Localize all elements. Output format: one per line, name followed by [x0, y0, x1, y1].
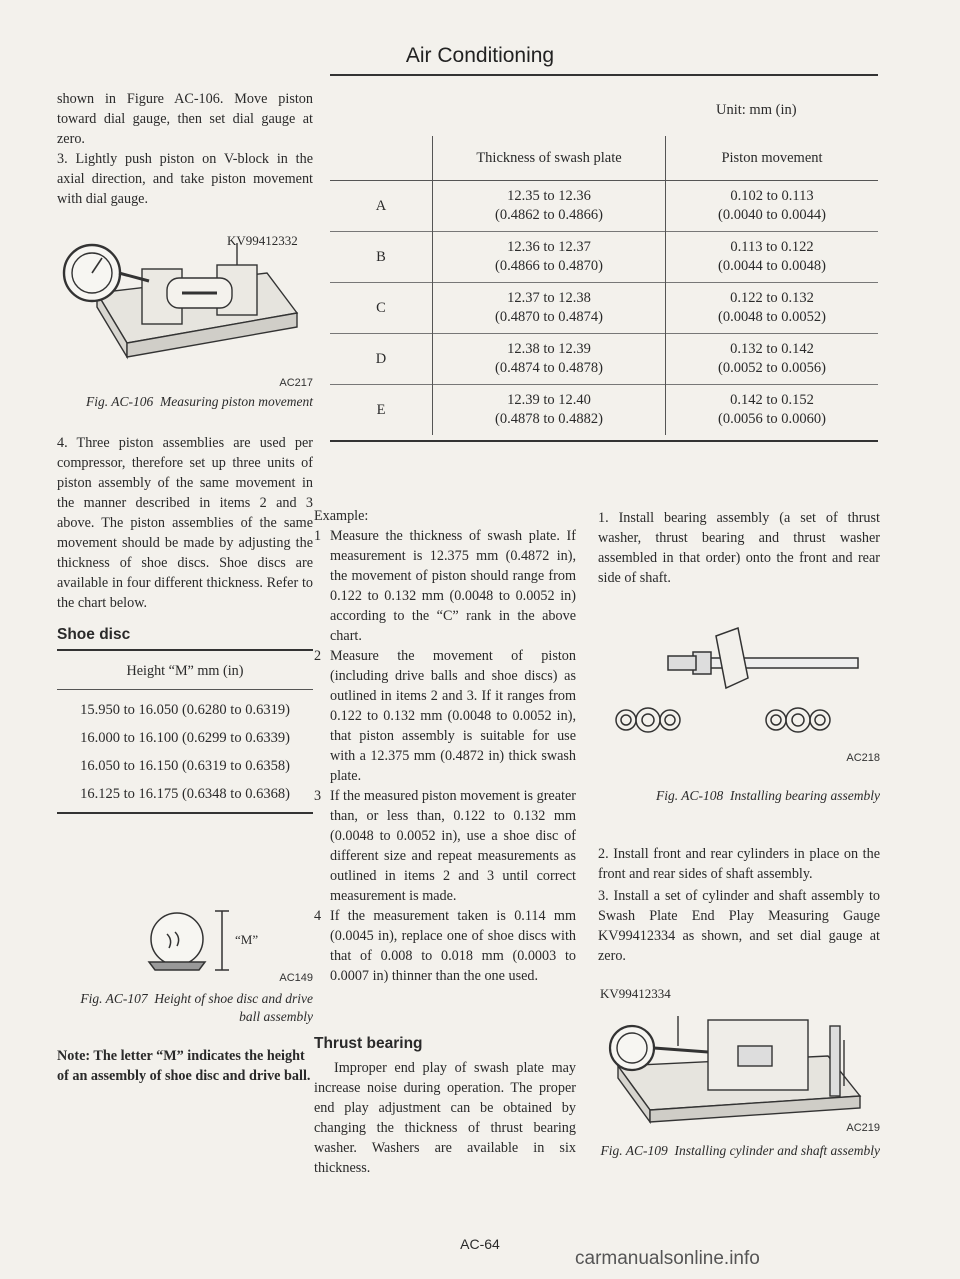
paragraph-step-4: 4. Three piston assemblies are used per compressor, therefore set up three units of piston assembly of the same movement in the manner described in items 2 and 3 above. The piston assemblies of the same movement should be made by adjusting the thickness of shoe discs. Shoe discs are available in four different thickness. Refer to the chart below. — [57, 435, 313, 611]
movement-cell — [666, 334, 879, 385]
column-left — [57, 89, 313, 1086]
movement-in: (0.0040 to 0.0044) — [718, 207, 826, 223]
example-label: Example: — [314, 508, 369, 524]
list-item — [314, 526, 576, 646]
thickness-cell — [433, 334, 666, 385]
movement-cell — [666, 181, 879, 232]
shoe-disc-row: 16.050 to 16.150 (0.6319 to 0.6358) — [80, 758, 290, 774]
list-item-text: If the measured piston movement is greater than, or less than, 0.122 to 0.132 mm (0.0048 to 0.0052 in), use a shoe disc of different size and repeat measurements as outlined in items 2 and 3 until correct measurement is made. — [330, 788, 576, 904]
list-item-text: Measure the movement of piston (including drive balls and shoe discs) as outlined in items 2 and 3. If it ranges from 0.122 to 0.132 mm (0.0048 to 0.0052 in), that piston assembly is suitable for use with a 12.375 mm (0.4872 in) thick swash plate. — [330, 648, 576, 784]
shoe-disc-bottom-rule — [57, 812, 313, 814]
column-right — [598, 448, 880, 1160]
fig108-number: Fig. AC-108 — [656, 788, 724, 803]
fig107-title: Height of shoe disc and drive ball assembly — [154, 991, 313, 1024]
paragraph-install-gauge: 3. Install a set of cylinder and shaft assembly to Swash Plate End Play Measuring Gauge KV99412334 as shown, and set dial gauge at zero. — [598, 888, 880, 964]
thickness-mm: 12.38 to 12.39 — [507, 341, 591, 357]
fig109-tool-number: KV99412334 — [600, 986, 671, 1001]
list-item-text: Measure the thickness of swash plate. If measurement is 12.375 mm (0.4872 in), the movement of piston should range from 0.122 to 0.132 mm (0.0048 to 0.0052 in) according to the “C” rank in the above chart. — [330, 528, 576, 644]
thickness-mm: 12.39 to 12.40 — [507, 392, 591, 408]
list-item-number: 3 — [314, 788, 322, 804]
table-row — [330, 283, 878, 334]
rank-cell: E — [330, 385, 433, 436]
thickness-cell — [433, 232, 666, 283]
fig107-m-label: “M” — [235, 932, 259, 947]
swash-table-header-row — [330, 136, 878, 181]
thrust-bearing-heading: Thrust bearing — [314, 1035, 423, 1052]
movement-in: (0.0056 to 0.0060) — [718, 411, 826, 427]
movement-header: Piston movement — [666, 136, 879, 181]
page-number: AC-64 — [460, 1236, 500, 1252]
list-item — [314, 646, 576, 786]
table-row — [330, 385, 878, 436]
rank-cell: C — [330, 283, 433, 334]
figure-ac109 — [598, 986, 880, 1136]
cylinder-shaft-gauge-illustration — [598, 986, 880, 1136]
paragraph-intro: shown in Figure AC-106. Move piston toward dial gauge, then set dial gauge at zero. — [57, 91, 313, 147]
fig108-title: Installing bearing assembly — [730, 788, 880, 803]
rank-header — [330, 136, 433, 181]
list-item-text: If the measurement taken is 0.114 mm (0.0045 in), replace one of shoe discs with that of 0.008 to 0.018 mm (0.0003 to 0.0007 in) thinner than the one used. — [330, 908, 576, 984]
fig106-code: AC217 — [279, 377, 313, 389]
fig106-caption — [57, 393, 313, 411]
list-item-number: 4 — [314, 908, 322, 924]
fig107-caption — [57, 990, 313, 1026]
shoe-disc-row: 16.000 to 16.100 (0.6299 to 0.6339) — [80, 730, 290, 746]
fig109-code: AC219 — [846, 1122, 880, 1134]
swash-plate-table — [330, 136, 878, 435]
movement-mm: 0.102 to 0.113 — [730, 188, 814, 204]
rank-cell: D — [330, 334, 433, 385]
shoe-disc-column-header: Height “M” mm (in) — [126, 663, 244, 679]
unit-label: Unit: mm (in) — [716, 102, 797, 118]
thickness-mm: 12.35 to 12.36 — [507, 188, 591, 204]
fig107-code: AC149 — [279, 972, 313, 984]
fig109-title: Installing cylinder and shaft assembly — [674, 1143, 880, 1158]
fig106-tool-number: KV99412332 — [227, 233, 298, 248]
paragraph-install-bearing: 1. Install bearing assembly (a set of thrust washer, thrust bearing and thrust washer assembled in that order) onto the front and rear side of shaft. — [598, 510, 880, 586]
list-item — [314, 906, 576, 986]
movement-cell — [666, 283, 879, 334]
thickness-in: (0.4878 to 0.4882) — [495, 411, 603, 427]
shoe-disc-heading: Shoe disc — [57, 626, 131, 643]
paragraph-install-cylinders: 2. Install front and rear cylinders in place on the front and rear sides of shaft assembly. — [598, 846, 880, 882]
watermark-text: carmanualsonline.info — [575, 1248, 760, 1269]
fig109-number: Fig. AC-109 — [600, 1143, 668, 1158]
figure-ac107 — [57, 834, 313, 984]
shoe-disc-row: 15.950 to 16.050 (0.6280 to 0.6319) — [80, 702, 290, 718]
fig108-code: AC218 — [846, 752, 880, 764]
thickness-cell — [433, 283, 666, 334]
movement-mm: 0.142 to 0.152 — [730, 392, 814, 408]
shoe-disc-rows — [57, 690, 313, 804]
movement-in: (0.0044 to 0.0048) — [718, 258, 826, 274]
rank-cell: B — [330, 232, 433, 283]
thickness-mm: 12.36 to 12.37 — [507, 239, 591, 255]
thickness-in: (0.4870 to 0.4874) — [495, 309, 603, 325]
movement-mm: 0.122 to 0.132 — [730, 290, 814, 306]
figure-ac108 — [598, 618, 880, 748]
fig108-caption — [598, 784, 880, 808]
list-item — [314, 786, 576, 906]
fig107-number: Fig. AC-107 — [80, 991, 148, 1006]
fig106-title: Measuring piston movement — [160, 394, 313, 409]
movement-cell — [666, 385, 879, 436]
page-header-title: Air Conditioning — [405, 44, 555, 67]
figure-ac106 — [57, 223, 313, 389]
movement-in: (0.0052 to 0.0056) — [718, 360, 826, 376]
movement-mm: 0.113 to 0.122 — [730, 239, 814, 255]
thrust-bearing-text: Improper end play of swash plate may increase noise during operation. The proper end play adjustment can be obtained by changing the thickness of thrust bearing washer. Washers are available in six thickness. — [314, 1060, 576, 1176]
fig106-number: Fig. AC-106 — [86, 394, 154, 409]
thickness-header: Thickness of swash plate — [433, 136, 666, 181]
shoe-disc-row: 16.125 to 16.175 (0.6348 to 0.6368) — [80, 786, 290, 802]
note-m-letter: Note: The letter “M” indicates the height of an assembly of shoe disc and drive ball. — [57, 1048, 311, 1084]
header-rule — [330, 74, 878, 76]
shoe-disc-height-illustration — [57, 834, 313, 984]
movement-cell — [666, 232, 879, 283]
bearing-assembly-illustration — [598, 618, 880, 748]
table-row — [330, 181, 878, 232]
shoe-disc-top-rule — [57, 649, 313, 651]
paragraph-step-3: 3. Lightly push piston on V-block in the axial direction, and take piston movement with dial gauge. — [57, 151, 313, 207]
movement-in: (0.0048 to 0.0052) — [718, 309, 826, 325]
column-middle — [314, 448, 576, 1178]
list-item-number: 1 — [314, 528, 322, 544]
table-row — [330, 232, 878, 283]
list-item-number: 2 — [314, 648, 322, 664]
thickness-mm: 12.37 to 12.38 — [507, 290, 591, 306]
thickness-in: (0.4862 to 0.4866) — [495, 207, 603, 223]
thickness-cell — [433, 385, 666, 436]
fig109-caption — [598, 1142, 880, 1160]
thickness-in: (0.4874 to 0.4878) — [495, 360, 603, 376]
swash-table-bottom-rule — [330, 440, 878, 442]
thickness-in: (0.4866 to 0.4870) — [495, 258, 603, 274]
table-row — [330, 334, 878, 385]
movement-mm: 0.132 to 0.142 — [730, 341, 814, 357]
rank-cell: A — [375, 197, 387, 214]
thickness-cell — [433, 181, 666, 232]
